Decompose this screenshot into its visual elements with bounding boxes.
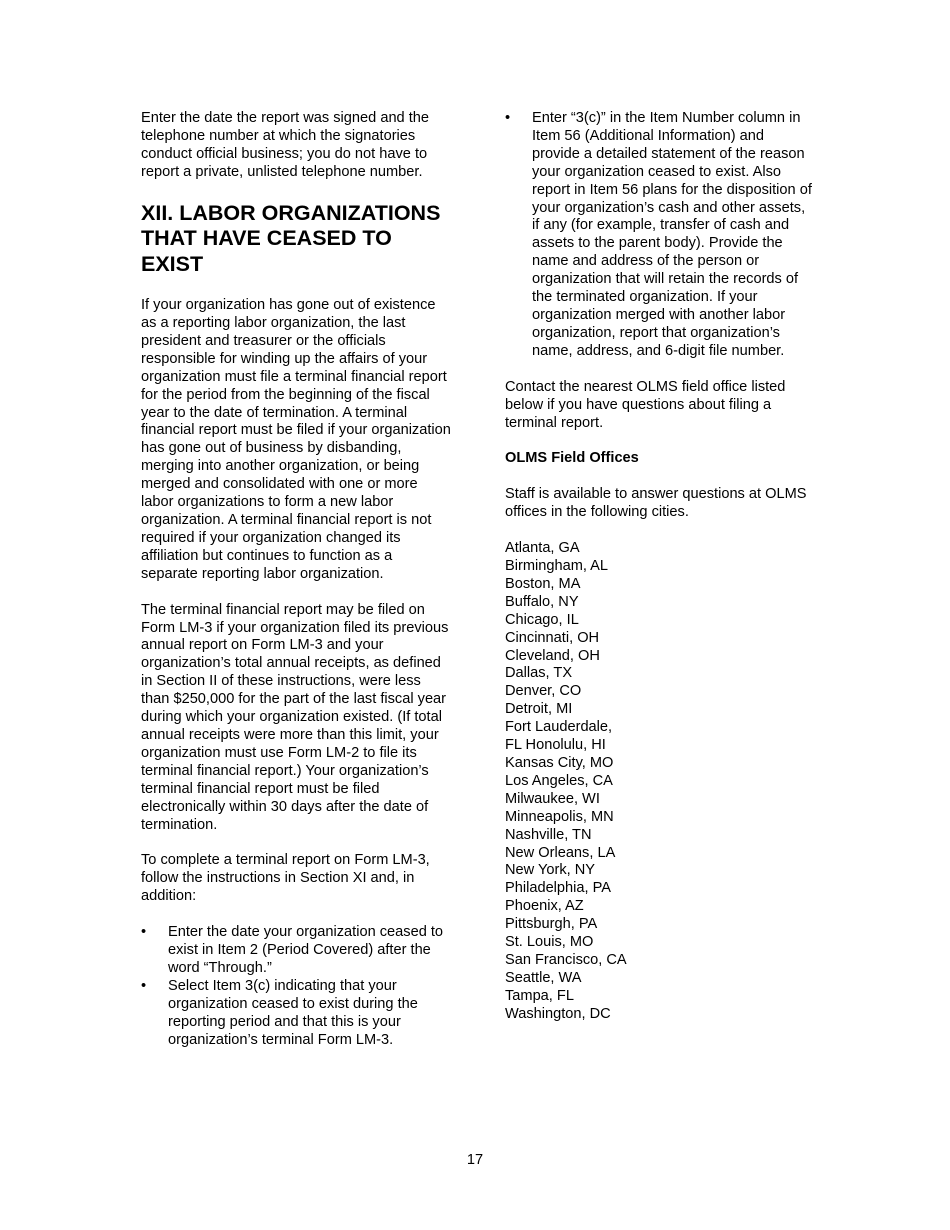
bullet-item-select-item-3c: • Select Item 3(c) indicating that your organization ceased to exist during the reporting period and that this is your organization’s terminal Form LM-3. (141, 978, 453, 1050)
city-list-item: Cleveland, OH (505, 647, 600, 664)
section-heading: XII. LABOR ORGANIZATIONS THAT HAVE CEASED TO EXIST (141, 200, 441, 276)
contact-paragraph: Contact the nearest OLMS field office listed below if you have questions about filing a terminal report. (505, 378, 786, 431)
city-list-item: Fort Lauderdale, (505, 719, 613, 736)
city-list-item: Cincinnati, OH (505, 629, 600, 646)
complete-report-paragraph: To complete a terminal report on Form LM-3, follow the instructions in Section XI and, in addition: (141, 852, 430, 905)
bullet-item-period-covered: • Enter the date your organization ceased to exist in Item 2 (Period Covered) after the word “Through.” (141, 924, 453, 978)
city-list-item: Birmingham, AL (505, 558, 609, 575)
form-lm3-paragraph: The terminal financial report may be filed on Form LM-3 if your organization filed its previous annual report on Form LM-3 and your organization’s total annual receipts, as defined in Section II of these instructions, were less than $250,000 for the part of the last fiscal year during which your organization existed. (If total annual receipts were more than this limit, your organization must use Form LM-2 to file its terminal financial report.) Your organization’s terminal financial report must be filed electronically within 30 days after the date of termination. (141, 601, 449, 833)
city-list-item: Pittsburgh, PA (505, 916, 598, 933)
city-list-item: Milwaukee, WI (505, 790, 600, 807)
city-list-item: Chicago, IL (505, 611, 579, 628)
city-list-item: Tampa, FL (505, 987, 574, 1004)
staff-available-paragraph: Staff is available to answer questions at OLMS offices in the following cities. (505, 486, 807, 521)
field-offices-heading: OLMS Field Offices (505, 450, 639, 467)
right-column (505, 110, 815, 1024)
city-list-item: Detroit, MI (505, 701, 573, 718)
city-list-item: New York, NY (505, 862, 596, 879)
signature-date-paragraph: Enter the date the report was signed and the telephone number at which the signatories conduct official business; you do not have to report a private, unlisted telephone number. (141, 110, 430, 180)
city-list-item: Philadelphia, PA (505, 880, 612, 897)
city-list-item: Nashville, TN (505, 826, 592, 843)
bullet-item-item-56: • Enter “3(c)” in the Item Number column in Item 56 (Additional Information) and provide a detailed statement of the reason your organization ceased to exist. Also report in Item 56 plans for the disposition of your organization’s cash and other assets, if any (for example, transfer of cash and assets to the parent body). Provide the name and address of the person or organization that will retain the records of the terminated organization. If your organization merged with another labor organization, report that organization’s name, address, and 6-digit file number. (505, 110, 815, 361)
city-list-item: San Francisco, CA (505, 951, 627, 968)
city-list-item: Phoenix, AZ (505, 898, 584, 915)
city-list-item: New Orleans, LA (505, 844, 616, 861)
left-column (141, 110, 453, 1067)
terminal-report-paragraph: If your organization has gone out of existence as a reporting labor organization, the last president and treasurer or the officials responsible for winding up the affairs of your organization must file a terminal financial report for the period from the beginning of the fiscal year to the date of termination. A terminal financial report must be filed if your organization has gone out of business by disbanding, merging into another organization, or being merged and consolidated with one or more labor organizations to form a new labor organization. A terminal financial report is not required if your organization changed its affiliation but continues to function as a separate reporting labor organization. (141, 297, 451, 582)
city-list-item: Seattle, WA (505, 969, 582, 986)
city-list-item: Washington, DC (505, 1005, 611, 1022)
city-list-item: St. Louis, MO (505, 934, 594, 951)
city-list-item: Atlanta, GA (505, 540, 580, 557)
city-list-item: FL Honolulu, HI (505, 737, 606, 754)
city-list-item: Boston, MA (505, 575, 581, 592)
city-list-item: Denver, CO (505, 683, 582, 700)
city-list-item: Buffalo, NY (505, 593, 579, 610)
additional-info-bullet-list (505, 110, 815, 361)
instruction-bullet-list (141, 924, 453, 1049)
city-list-item: Kansas City, MO (505, 755, 614, 771)
page-number: 17 (466, 1152, 484, 1168)
city-list-item: Minneapolis, MN (505, 808, 614, 825)
city-list-item: Los Angeles, CA (505, 772, 613, 789)
field-office-city-list (505, 540, 815, 1023)
city-list-item: Dallas, TX (505, 665, 573, 682)
